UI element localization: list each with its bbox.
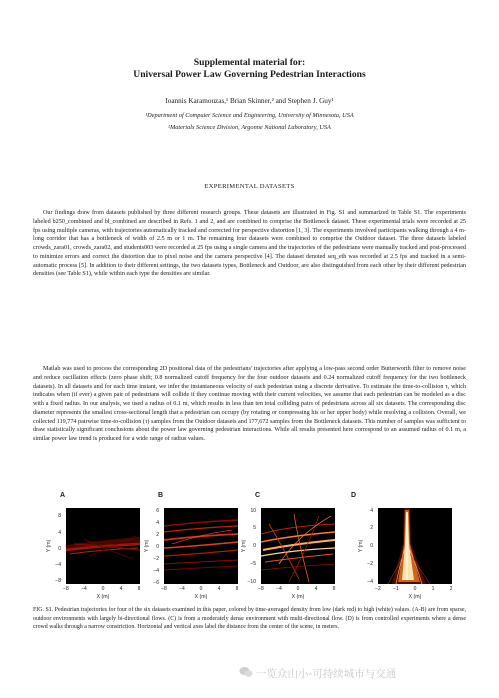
panel-a-ytick: −8: [55, 578, 61, 584]
panel-d-ylabel: Y (m): [358, 539, 364, 553]
panel-d-ytick: 2: [370, 525, 373, 531]
author-list: Ioannis Karamouzas,¹ Brian Skinner,² and Stephen J. Guy¹: [165, 97, 334, 105]
panel-b-ytick: 6: [156, 508, 159, 514]
panel-c-xtick: 4: [314, 586, 318, 592]
panel-d-xtick: 0: [413, 586, 417, 592]
panel-c-ytick: −10: [247, 579, 256, 585]
panel-b-xtick: 8: [235, 586, 239, 592]
panel-b-xlabel: X (m): [194, 594, 208, 600]
title-line-1: Supplemental material for:: [193, 57, 306, 68]
panel-d-xlabel: X (m): [408, 594, 422, 600]
panel-c-ylabel: Y (m): [241, 539, 247, 553]
panel-d-ytick: −4: [367, 579, 373, 585]
panel-d-letter: D: [351, 492, 357, 499]
panel-b-letter: B: [158, 492, 164, 499]
panel-b-ytick: 4: [156, 520, 159, 526]
panel-d-xtick: 2: [449, 586, 453, 592]
panel-a-xtick: −8: [63, 586, 69, 592]
panel-d-plot: [356, 504, 456, 599]
panel-c-letter: C: [255, 492, 261, 499]
panel-c-xtick: −4: [276, 586, 282, 592]
panel-c-xtick: −8: [258, 586, 264, 592]
panel-a-ylabel: Y (m): [46, 539, 52, 553]
panel-c-xlabel: X (m): [291, 594, 305, 600]
panel-b-xtick: −4: [179, 586, 185, 592]
figure-caption: FIG. S1. Pedestrian trajectories for four of the six datasets examined in this paper, colored by time-averaged density from low (dark red) to high (white) values. (A-B) are from sparse, outdoor environments with largely bi-directional flows. (C) is from a moderately dense environment with multi-directional flow. (D) is from controlled experiments where a dense crowd walks through a narrow constriction. Horizontal and vertical axes label the distance from the center of the scene, in meters.: [33, 607, 466, 631]
panel-a-xtick: −4: [81, 586, 87, 592]
panel-c-background: [261, 508, 335, 584]
panel-b-xtick: 4: [217, 586, 221, 592]
panel-a-xlabel: X (m): [96, 594, 110, 600]
panel-b-ylabel: Y (m): [144, 539, 150, 553]
panel-a-xtick: 4: [119, 586, 123, 592]
affiliation-2: ²Materials Science Division, Argonne National Laboratory, USA: [168, 124, 331, 131]
panel-d-xtick: −1: [393, 586, 399, 592]
panel-b-ytick: 2: [156, 532, 159, 538]
panel-b-ytick: −6: [153, 580, 159, 586]
panel-d-ytick: 0: [370, 543, 373, 549]
panel-c-ytick: 5: [253, 525, 256, 531]
panel-d-xtick: 1: [431, 586, 435, 592]
panel-c-xtick: 8: [332, 586, 336, 592]
panel-a-ytick: −4: [55, 562, 61, 568]
panel-a-plot: [44, 504, 144, 599]
panel-d-xtick: −2: [375, 586, 381, 592]
panel-b-ytick: −2: [153, 556, 159, 562]
body-paragraph-1: Our findings draw from datasets published by three different research groups. These datasets are illustrated in Fig. S1 and summarized in Table S1. The experiments labeled b250_combined and bl_combined are described in Refs. 1 and 2, and are combined to comprise the Bottleneck dataset. These experimental trials were recorded at 25 fps using multiple cameras, with trajectories automatically tracked and corrected for perspective distortion [1, 3]. The experiments involved participants walking through a 4 m-long corridor that has a bottleneck of width of 2.5 m or 1 m. The remaining four datasets were combined to comprise the Outdoor dataset. The three datasets labeled crowds_zara01, crowds_zara02, and students003 were recorded at 25 fps using a single camera and the trajectories of the pedestrians were manually tracked and post-processed to minimize errors and correct the distortion due to pixel noise and the camera perspective [4]. The dataset denoted seq_eth was recorded at 2.5 fps and tracked in a semi-automatic process [5]. In addition to their different settings, the two datasets types, Bottleneck and Outdoor, are also distinguished from each other by their different pedestrian densities (see Table S1), while within each type the densities are similar.: [33, 210, 466, 278]
panel-d-ytick: −2: [367, 561, 373, 567]
panel-c-ytick: 10: [250, 508, 256, 514]
panel-c-plot: [239, 504, 339, 599]
panel-b-xtick: −8: [161, 586, 167, 592]
panel-b-plot: [142, 504, 242, 599]
panel-b-ytick: 0: [156, 544, 159, 550]
panel-a-ytick: 4: [58, 530, 61, 536]
section-heading: EXPERIMENTAL DATASETS: [204, 183, 295, 190]
panel-d-ytick: 4: [370, 508, 373, 514]
panel-c-ytick: −5: [250, 561, 256, 567]
watermark-text: 一览众山小-可持续城市与交通: [256, 668, 397, 680]
affiliation-1: ¹Department of Computer Science and Engineering, University of Minnesota, USA: [145, 112, 354, 119]
panel-b-ytick: −4: [153, 568, 159, 574]
panel-b-xtick: 0: [199, 586, 203, 592]
panel-a-xtick: 0: [101, 586, 105, 592]
panel-a-ytick: 0: [58, 546, 61, 552]
title-line-2: Universal Power Law Governing Pedestrian Interactions: [133, 69, 366, 80]
panel-a-xtick: 8: [137, 586, 141, 592]
panel-a-ytick: 8: [58, 513, 61, 519]
panel-c-xtick: 0: [296, 586, 300, 592]
wechat-icon: [239, 666, 253, 678]
body-paragraph-2: Matlab was used to process the corresponding 2D positional data of the pedestrians' trajectories after applying a low-pass second order Butterworth filter to remove noise and reduce oscillation effects (zero phase shift; 0.8 normalized cutoff frequency for the four outdoor datasets and 0.24 normalized cutoff frequency for the two bottleneck datasets). In all datasets and for each time instant, we infer the instantaneous velocity of each pedestrian using a discrete derivative. To estimate the time-to-collision τ, which indicates when (if ever) a given pair of pedestrians will collide if they continue moving with their current velocities, we assume that each pedestrian can be modeled as a disc with a fixed radius. In our analysis, we used a radius of 0.1 m, which results in less than ten total colliding pairs of pedestrians across all six datasets. The corresponding disc diameter represents the smallest cross-sectional length that a pedestrian can occupy (by rotating or compressing his or her upper body) while resolving a collision. Overall, we collected 119,774 pairwise time-to-collision (τ) samples from the Outdoor datasets and 177,672 samples from the Bottleneck datasets. This number of samples was sufficient to draw statistically significant conclusions about the power law governing pedestrian interactions. While all results presented here correspond to an assumed radius of 0.1 m, a similar power law trend is produced for a wide range of radius values.: [33, 366, 466, 442]
panel-a-letter: A: [60, 492, 66, 499]
panel-c-ytick: 0: [253, 543, 256, 549]
